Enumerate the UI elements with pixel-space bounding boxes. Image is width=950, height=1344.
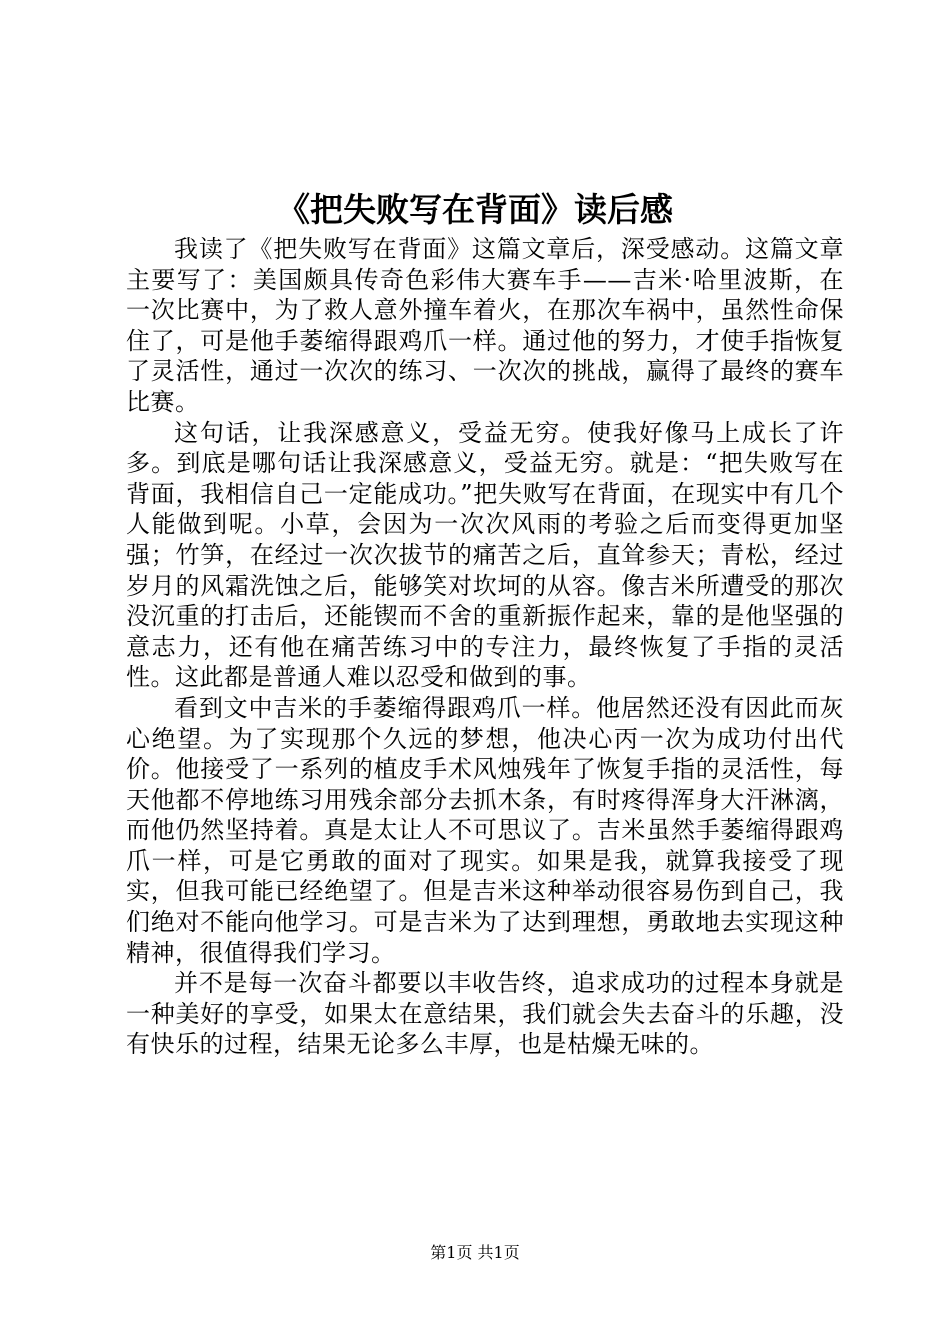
page-number-footer: 第1页 共1页 (430, 1243, 520, 1262)
paragraph-4: 并不是每一次奋斗都要以丰收告终，追求成功的过程本身就是一种美好的享受，如果太在意结果，我们就会失去奋斗的乐趣，没有快乐的过程，结果无论多么丰厚，也是枯燥无味的。 (126, 969, 844, 1059)
document-body (126, 234, 844, 1060)
paragraph-1: 我读了《把失败写在背面》这篇文章后，深受感动。这篇文章主要写了：美国颇具传奇色彩伟大赛车手——吉米·哈里波斯，在一次比赛中，为了救人意外撞车着火，在那次车祸中，虽然性命保住了，可是他手萎缩得跟鸡爪一样。通过他的努力，才使手指恢复了灵活性，通过一次次的练习、一次次的挑战，赢得了最终的赛车比赛。 (126, 235, 844, 416)
document-title: 《把失败写在背面》读后感 (277, 190, 673, 229)
paragraph-2: 这句话，让我深感意义，受益无穷。使我好像马上成长了许多。到底是哪句话让我深感意义，受益无穷。就是：“把失败写在背面，我相信自己一定能成功。”把失败写在背面，在现实中有几个人能做到呢。小草，会因为一次次风雨的考验之后而变得更加坚强；竹笋，在经过一次次拔节的痛苦之后，直耸参天；青松，经过岁月的风霜洗蚀之后，能够笑对坎坷的从容。像吉米所遭受的那次没沉重的打击后，还能锲而不舍的重新振作起来，靠的是他坚强的意志力，还有他在痛苦练习中的专注力，最终恢复了手指的灵活性。这此都是普通人难以忍受和做到的事。 (126, 418, 844, 692)
paragraph-3: 看到文中吉米的手萎缩得跟鸡爪一样。他居然还没有因此而灰心绝望。为了实现那个久远的梦想，他决心丙一次为成功付出代价。他接受了一系列的植皮手术风烛残年了恢复手指的灵活性，每天他都不停地练习用残余部分去抓木条，有时疼得浑身大汗淋漓，而他仍然坚持着。真是太让人不可思议了。吉米虽然手萎缩得跟鸡爪一样，可是它勇敢的面对了现实。如果是我，就算我接受了现实，但我可能已经绝望了。但是吉米这种举动很容易伤到自己，我们绝对不能向他学习。可是吉米为了达到理想，勇敢地去实现这种精神，很值得我们学习。 (126, 693, 844, 967)
